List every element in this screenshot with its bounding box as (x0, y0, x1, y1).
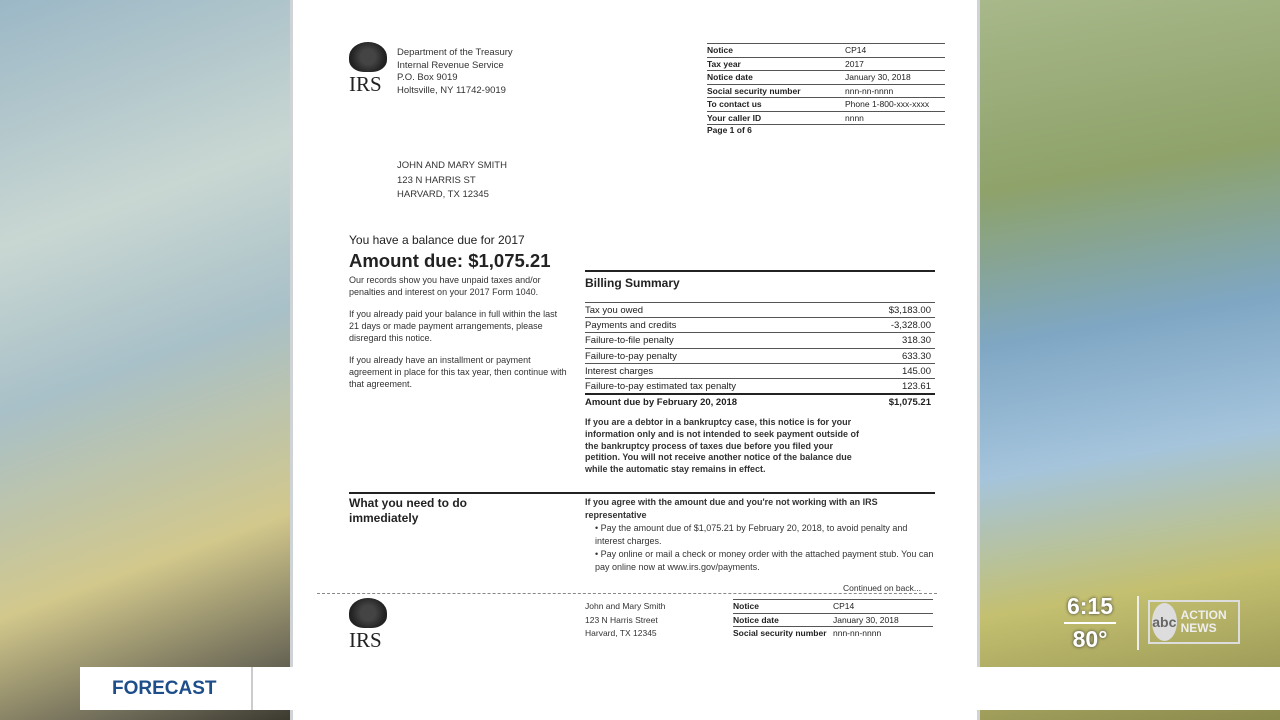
divider (1137, 596, 1139, 650)
table-row: To contact us Phone 1-800-xxx-xxxx (707, 97, 945, 111)
table-row: Failure-to-pay estimated tax penalty 123.61 (585, 378, 935, 393)
bankruptcy-note: If you are a debtor in a bankruptcy case, this notice is for your information only and is not intended to seek payment outside of the bankruptcy process of taxes due before you filed your petition. You will not receive another notice of the balance due while the automatic stay remains in effect. (585, 417, 860, 475)
abc-logo-icon: abc (1152, 603, 1177, 641)
time-temp-bug (1060, 593, 1120, 653)
irs-notice-document (290, 0, 980, 720)
agency-address: Department of the Treasury Internal Revenue Service P.O. Box 9019 Holtsville, NY 11742-9019 (397, 47, 513, 96)
table-row: Interest charges 145.00 (585, 363, 935, 378)
table-row: Failure-to-pay penalty 633.30 (585, 348, 935, 363)
lower-third-bar (80, 667, 1280, 710)
stub-table: Notice CP14 Notice date January 30, 2018 Social security number nnn-nn-nnnn (733, 599, 933, 640)
stub-irs-logo: IRS (349, 598, 387, 653)
page-number: Page 1 of 6 (707, 125, 752, 135)
billing-summary: Billing Summary Tax you owed $3,183.00 Payments and credits -3,328.00 Failure-to-file penalty 318.30 Failure-to-pay penalty 633.30 Interest charges 145.00 Failure-to-pay estimated tax penalty 123.61 Amount due by February 20, 2018 $1,075.21 (585, 270, 935, 408)
stub-address: John and Mary Smith 123 N Harris Street Harvard, TX 12345 (585, 601, 666, 638)
amount-due-heading: Amount due: $1,075.21 (349, 250, 551, 271)
irs-logo: IRS (349, 42, 387, 97)
continued-on-back: Continued on back... (843, 583, 921, 593)
tear-line (317, 593, 937, 594)
table-row: Tax you owed $3,183.00 (585, 302, 935, 317)
notice-info-table (707, 43, 945, 125)
lower-third-label: FORECAST (80, 667, 253, 710)
table-row: Failure-to-file penalty 318.30 (585, 332, 935, 347)
table-row: Notice date January 30, 2018 (707, 70, 945, 84)
todo-section: If you agree with the amount due and you're not working with an IRS representative • Pay the amount due of $1,075.21 by February 20, 2018, to avoid penalty and interest charges. • Pay online or mail a check or money order with the attached payment stub. You can pay online now at www.irs.gov/payments. (585, 497, 934, 572)
table-row: Notice CP14 (707, 43, 945, 57)
table-row: Tax year 2017 (707, 57, 945, 71)
background-left (0, 0, 290, 720)
billing-total-row: Amount due by February 20, 2018 $1,075.21 (585, 393, 935, 408)
divider (349, 492, 935, 494)
table-row: Your caller ID nnnn (707, 111, 945, 125)
time: 6:15 (1066, 593, 1114, 619)
table-row: Social security number nnn-nn-nnnn (707, 84, 945, 98)
station-logo: abc ACTION NEWS (1148, 600, 1240, 644)
irs-eagle-icon (349, 598, 387, 628)
balance-line: You have a balance due for 2017 (349, 233, 525, 247)
todo-heading: What you need to do immediately (349, 496, 467, 525)
recipient-address: JOHN AND MARY SMITH 123 N HARRIS ST HARVARD, TX 12345 (397, 160, 507, 200)
irs-eagle-icon (349, 42, 387, 72)
temperature: 80° (1072, 626, 1108, 652)
notice-paragraphs: Our records show you have unpaid taxes and/or penalties and interest on your 2017 Form 1040. If you already paid your balance in full within the last 21 days or made payment arrangements, please disregard this notice. If you already have an installment or payment agreement in place for this tax year, then continue with that agreement. (349, 275, 567, 389)
table-row: Payments and credits -3,328.00 (585, 317, 935, 332)
